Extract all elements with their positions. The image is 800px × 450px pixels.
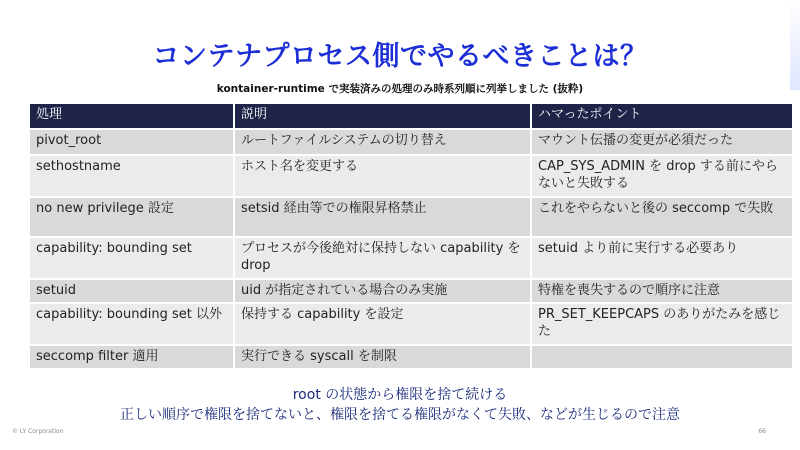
cell-description: uid が指定されている場合のみ実施 xyxy=(234,279,531,303)
table-row xyxy=(29,303,793,345)
note-line-1: root の状態から権限を捨て続ける xyxy=(292,387,508,403)
cell-description: 保持する capability を設定 xyxy=(234,303,531,345)
cell-description: ホスト名を変更する xyxy=(234,155,531,197)
process-table xyxy=(28,102,794,370)
footer-copyright: © LY Corporation xyxy=(12,428,64,435)
table-row xyxy=(29,155,793,197)
table-row xyxy=(29,197,793,237)
table-header-row xyxy=(29,103,793,129)
table-row xyxy=(29,237,793,279)
header-description: 説明 xyxy=(234,103,531,129)
table-row xyxy=(29,129,793,155)
cell-process: setuid xyxy=(29,279,234,303)
cell-pitfall: マウント伝播の変更が必須だった xyxy=(531,129,793,155)
cell-process: sethostname xyxy=(29,155,234,197)
cell-pitfall xyxy=(531,345,793,369)
cell-process: no new privilege 設定 xyxy=(29,197,234,237)
slide-title: コンテナプロセス側でやるべきことは？ xyxy=(152,41,648,72)
cell-pitfall: PR_SET_KEEPCAPS のありがたみを感じた xyxy=(531,303,793,345)
header-process: 処理 xyxy=(29,103,234,129)
cell-description: 実行できる syscall を制限 xyxy=(234,345,531,369)
cell-description: プロセスが今後絶対に保持しない capability を drop xyxy=(234,237,531,279)
cell-description: ルートファイルシステムの切り替え xyxy=(234,129,531,155)
cell-pitfall: CAP_SYS_ADMIN を drop する前にやらないと失敗する xyxy=(531,155,793,197)
page-number: 66 xyxy=(758,428,766,435)
cell-pitfall: 特権を喪失するので順序に注意 xyxy=(531,279,793,303)
cell-process: capability: bounding set xyxy=(29,237,234,279)
table-row xyxy=(29,345,793,369)
cell-pitfall: setuid より前に実行する必要あり xyxy=(531,237,793,279)
note-line-2: 正しい順序で権限を捨てないと、権限を捨てる権限がなくて失敗、などが生じるので注意 xyxy=(120,407,680,423)
header-pitfall: ハマったポイント xyxy=(531,103,793,129)
slide-subtitle: kontainer-runtime で実装済みの処理のみ時系列順に列挙しました (抜粋) xyxy=(216,83,584,95)
table-row xyxy=(29,279,793,303)
cell-description: setsid 経由等での権限昇格禁止 xyxy=(234,197,531,237)
cell-process: capability: bounding set 以外 xyxy=(29,303,234,345)
cell-process: seccomp filter 適用 xyxy=(29,345,234,369)
cell-pitfall: これをやらないと後の seccomp で失敗 xyxy=(531,197,793,237)
cell-process: pivot_root xyxy=(29,129,234,155)
